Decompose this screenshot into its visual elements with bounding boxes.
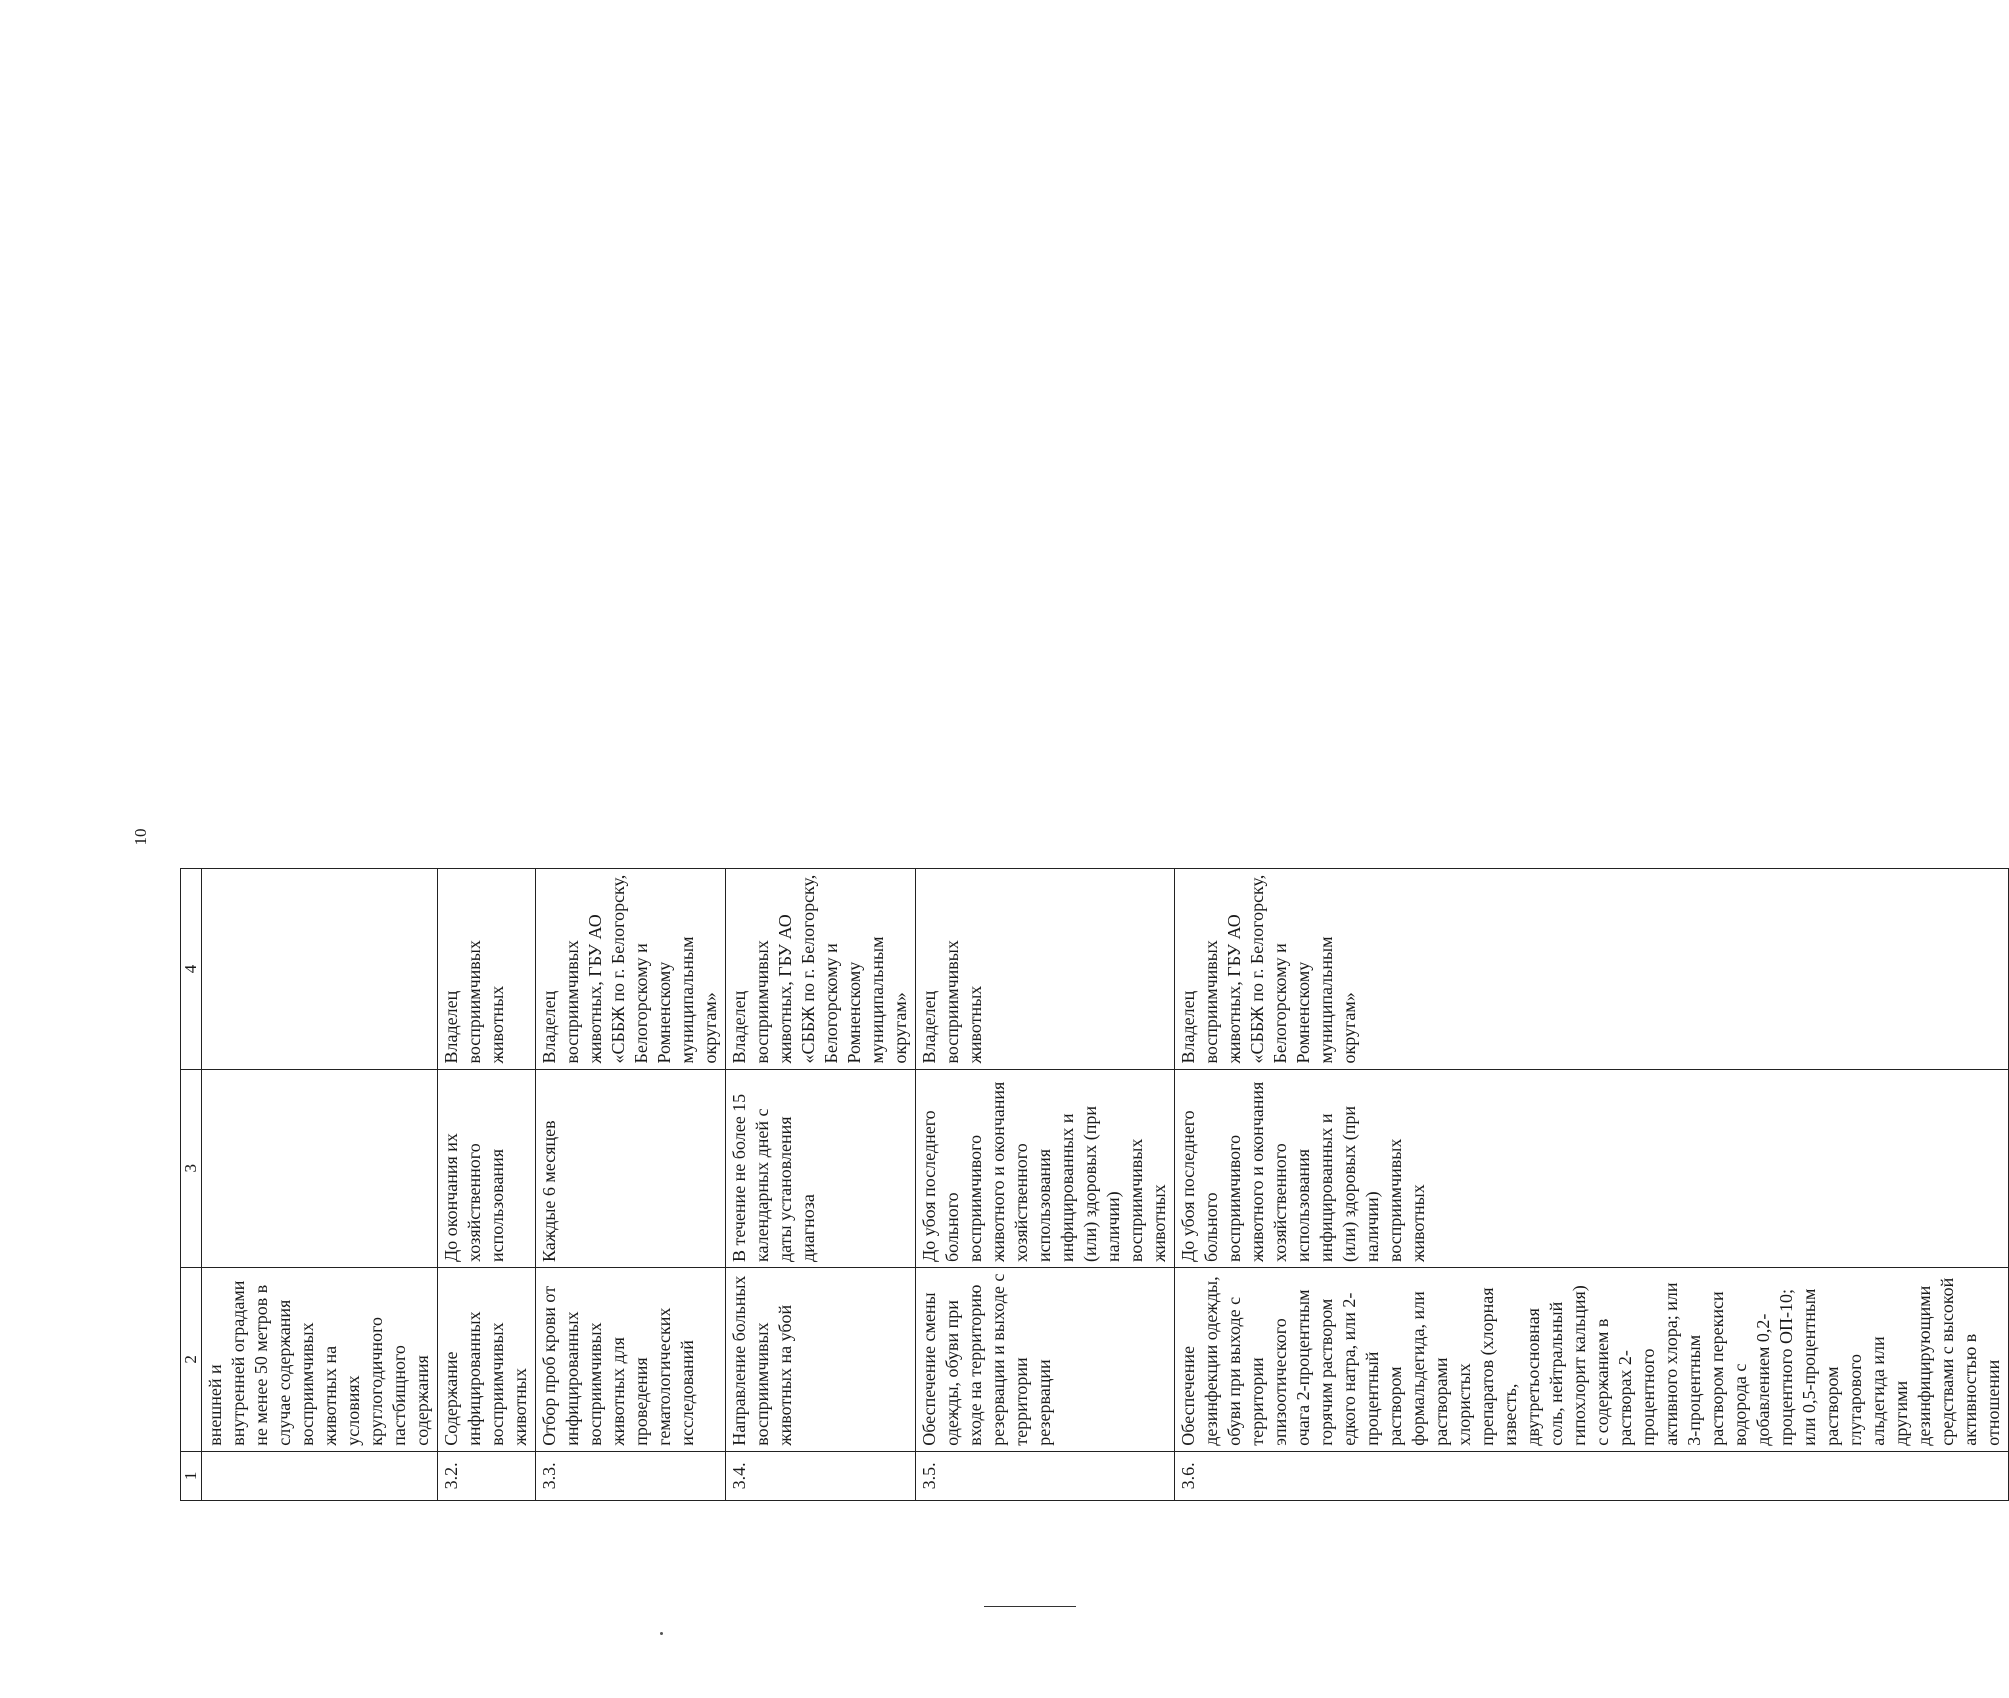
table-row: [202, 172, 438, 1501]
term-cell: До окончания их хозяйственного использования: [438, 1069, 536, 1268]
measure-cell: Обеспечение смены одежды, обуви при входе на территорию резервации и выходе с территории резервации: [916, 1268, 1175, 1452]
table-row: [1175, 172, 2009, 1501]
table-row: [916, 172, 1175, 1501]
scan-speck: [660, 1632, 663, 1635]
responsible-cell: Владелец восприимчивых животных, ГБУ АО «СББЖ по г. Белогорску, Белогорскому и Ромненскому муниципальным округам»: [726, 869, 916, 1069]
term-cell: Каждые 6 месяцев: [536, 1069, 726, 1268]
term-cell: До убоя последнего больного восприимчивого животного и окончания хозяйственного использования инфицированных и (или) здоровых (при наличии) восприимчивых животных: [916, 1069, 1175, 1268]
row-number: 3.6.: [1175, 1451, 2009, 1500]
measure-cell: внешней и внутренней оградами не менее 50 метров в случае содержания восприимчивых животных на условиях круглогодичного пастбищного содержания: [202, 1268, 438, 1452]
measures-table: [180, 171, 2009, 1501]
col-header-1: 1: [181, 1451, 202, 1500]
rotated-table-wrapper: [180, 171, 2003, 1501]
col-header-2: 2: [181, 1268, 202, 1452]
table-row: [536, 172, 726, 1501]
row-number: 3.3.: [536, 1451, 726, 1500]
table-row: [438, 172, 536, 1501]
row-number: 3.2.: [438, 1451, 536, 1500]
measure-cell: Направление больных восприимчивых животных на убой: [726, 1268, 916, 1452]
table-row: [726, 172, 916, 1501]
page-number: 10: [131, 828, 150, 846]
term-cell: В течение не более 15 календарных дней с даты установления диагноза: [726, 1069, 916, 1268]
measure-cell: Содержание инфицированных восприимчивых животных: [438, 1268, 536, 1452]
responsible-cell: Владелец восприимчивых животных: [438, 869, 536, 1069]
responsible-cell: Владелец восприимчивых животных, ГБУ АО «СББЖ по г. Белогорску, Белогорскому и Ромненскому муниципальным округам»: [1175, 869, 2009, 1069]
responsible-cell: Владелец восприимчивых животных: [916, 869, 1175, 1069]
measure-cell: Отбор проб крови от инфицированных восприимчивых животных для проведения гематологических исследований: [536, 1268, 726, 1452]
term-cell: [202, 1069, 438, 1268]
responsible-cell: Владелец восприимчивых животных, ГБУ АО «СББЖ по г. Белогорску, Белогорскому и Ромненскому муниципальным округам»: [536, 869, 726, 1069]
responsible-cell: [202, 869, 438, 1069]
row-number: 3.5.: [916, 1451, 1175, 1500]
measure-cell: Обеспечение дезинфекции одежды, обуви при выходе с территории эпизоотического очага 2-процентным горячим раствором едкого натра, или 2-процентный раствором формальдегида, или растворами хлористых препаратов (хлорная известь, двутретьосновная соль, нейтральный гипохлорит кальция) с содержанием в растворах 2-процентного активного хлора; или 3-процентным раствором перекиси водорода с добавлением 0,2-процентного ОП-10; или 0,5-процентным раствором глутарового альдегида или другими дезинфицирующими средствами с высокой активностью в отношении: [1175, 1268, 2009, 1452]
row-number: [202, 1451, 438, 1500]
header-row: [181, 172, 202, 1501]
footer-rule: [984, 1606, 1076, 1607]
term-cell: До убоя последнего больного восприимчивого животного и окончания хозяйственного использования инфицированных и (или) здоровых (при наличии) восприимчивых животных: [1175, 1069, 2009, 1268]
row-number: 3.4.: [726, 1451, 916, 1500]
col-header-3: 3: [181, 1069, 202, 1268]
col-header-4: 4: [181, 869, 202, 1069]
